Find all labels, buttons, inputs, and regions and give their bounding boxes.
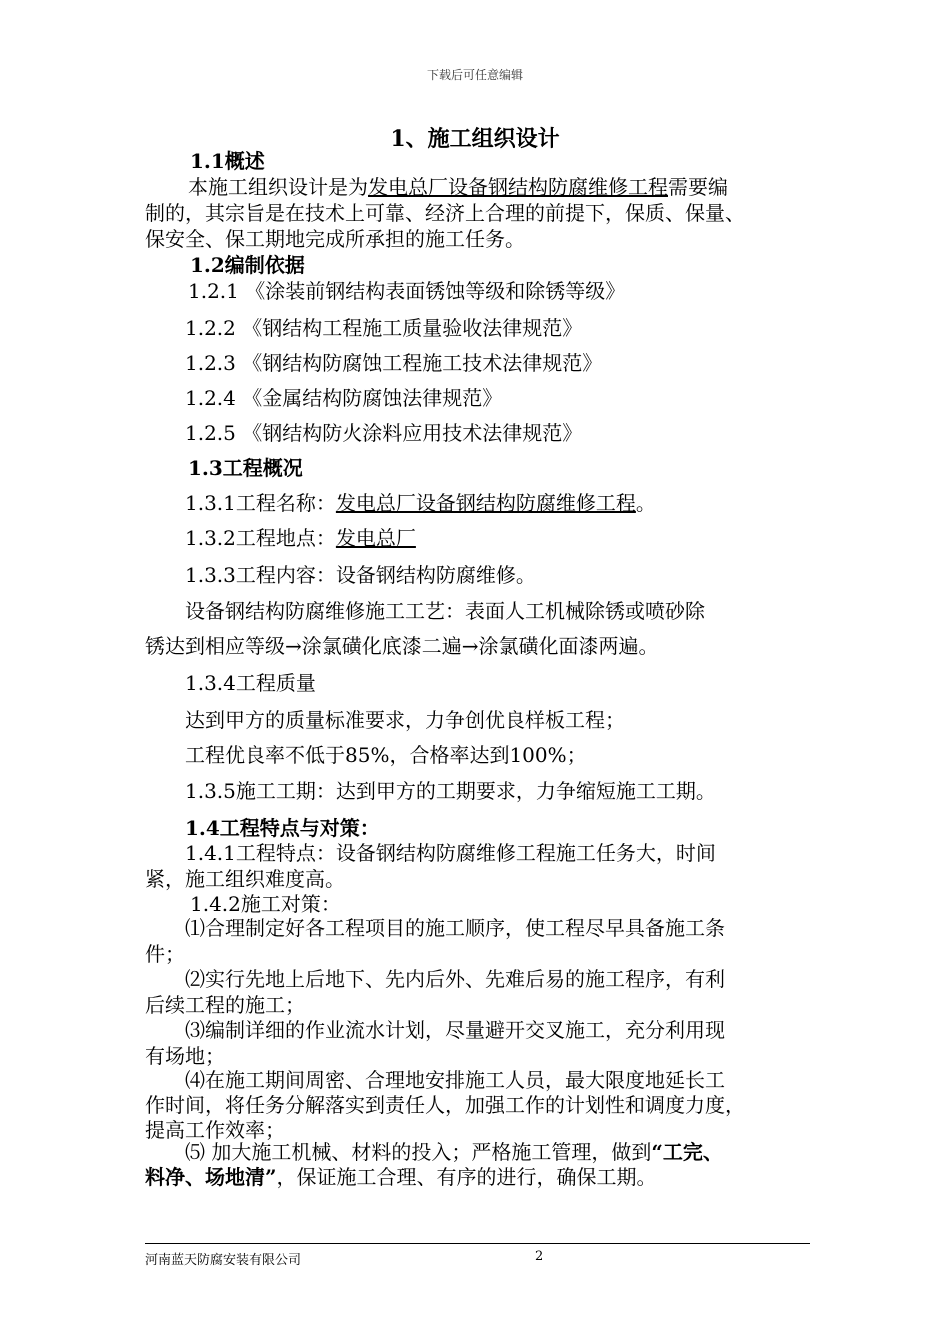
project-content: 1.3.3工程内容：设备钢结构防腐维修。 xyxy=(185,563,536,587)
project-site-label: 1.3.2工程地点： xyxy=(185,526,336,550)
measure-4-line-1: ⑷在施工期间周密、合理地安排施工人员，最大限度地延长工 xyxy=(185,1068,725,1092)
measures-label: 1.4.2施工对策： xyxy=(190,892,341,916)
basis-item: 1.2.5 《钢结构防火涂料应用技术法律规范》 xyxy=(185,421,583,445)
basis-item: 1.2.4 《金属结构防腐蚀法律规范》 xyxy=(185,386,503,410)
header-note: 下载后可任意编辑 xyxy=(426,68,523,82)
measure-5-text-b: ，保证施工合理、有序的进行，确保工期。 xyxy=(276,1165,657,1189)
project-name-label: 1.3.1工程名称： xyxy=(185,491,336,515)
measure-1-line-1: ⑴合理制定好各工程项目的施工顺序，使工程尽早具备施工条 xyxy=(185,916,725,940)
measure-5-text-a: ⑸ 加大施工机械、材料的投入；严格施工管理，做到 xyxy=(185,1140,652,1164)
footer-company: 河南蓝天防腐安装有限公司 xyxy=(145,1253,302,1268)
quality-line-2: 工程优良率不低于85%，合格率达到100%； xyxy=(185,743,587,767)
measure-5-line-2 xyxy=(145,1164,657,1190)
measure-4-line-3: 提高工作效率； xyxy=(145,1118,285,1142)
measure-4-line-2: 作时间，将任务分解落实到责任人，加强工作的计划性和调度力度， xyxy=(145,1093,745,1117)
project-name-value: 发电总厂设备钢结构防腐维修工程 xyxy=(335,491,636,515)
measure-1-line-2: 件； xyxy=(145,942,185,966)
overview-line-3: 保安全、保工期地完成所承担的施工任务。 xyxy=(145,227,525,251)
feature-line-1: 1.4.1工程特点：设备钢结构防腐维修工程施工任务大，时间 xyxy=(185,841,716,865)
footer-page-number: 2 xyxy=(535,1249,544,1264)
quality-label: 1.3.4工程质量 xyxy=(185,671,316,695)
feature-line-2: 紧，施工组织难度高。 xyxy=(145,867,345,891)
footer-divider xyxy=(145,1243,810,1244)
project-name-line xyxy=(185,490,656,516)
heading-1-4: 1.4工程特点与对策： xyxy=(185,816,380,840)
basis-item: 1.2.1 《涂装前钢结构表面锈蚀等级和除锈等级》 xyxy=(188,279,626,303)
quality-line-1: 达到甲方的质量标准要求，力争创优良样板工程； xyxy=(185,708,625,732)
basis-item: 1.2.3 《钢结构防腐蚀工程施工技术法律规范》 xyxy=(185,351,603,375)
project-name-end: 。 xyxy=(635,491,656,515)
craft-line-2: 锈达到相应等级→涂氯磺化底漆二遍→涂氯磺化面漆两遍。 xyxy=(145,634,659,658)
measure-5-line-1 xyxy=(185,1139,723,1165)
section-title: 1、施工组织设计 xyxy=(390,126,560,152)
measure-2-line-1: ⑵实行先地上后地下、先内后外、先难后易的施工程序，有利 xyxy=(185,967,725,991)
overview-line-2: 制的，其宗旨是在技术上可靠、经济上合理的前提下，保质、保量、 xyxy=(145,201,745,225)
basis-item: 1.2.2 《钢结构工程施工质量验收法律规范》 xyxy=(185,316,583,340)
overview-line-1 xyxy=(188,174,728,200)
measure-5-quote-a: “工完、 xyxy=(651,1140,723,1164)
craft-line-1: 设备钢结构防腐维修施工工艺：表面人工机械除锈或喷砂除 xyxy=(185,599,705,623)
project-site-line xyxy=(185,525,416,551)
overview-text-a: 本施工组织设计是为 xyxy=(188,175,368,199)
measure-3-line-2: 有场地； xyxy=(145,1044,225,1068)
heading-1-3: 1.3工程概况 xyxy=(188,456,303,480)
measure-5-quote-b: 料净、场地清” xyxy=(145,1165,277,1189)
heading-1-1: 1.1概述 xyxy=(190,149,265,173)
project-name: 发电总厂设备钢结构防腐维修工程 xyxy=(368,175,668,199)
measure-2-line-2: 后续工程的施工； xyxy=(145,993,305,1017)
project-site-value: 发电总厂 xyxy=(335,526,416,550)
heading-1-2: 1.2编制依据 xyxy=(190,253,305,277)
overview-text-b: 需要编 xyxy=(668,175,728,199)
measure-3-line-1: ⑶编制详细的作业流水计划，尽量避开交叉施工，充分利用现 xyxy=(185,1018,725,1042)
period-line: 1.3.5施工工期：达到甲方的工期要求，力争缩短施工工期。 xyxy=(185,779,716,803)
